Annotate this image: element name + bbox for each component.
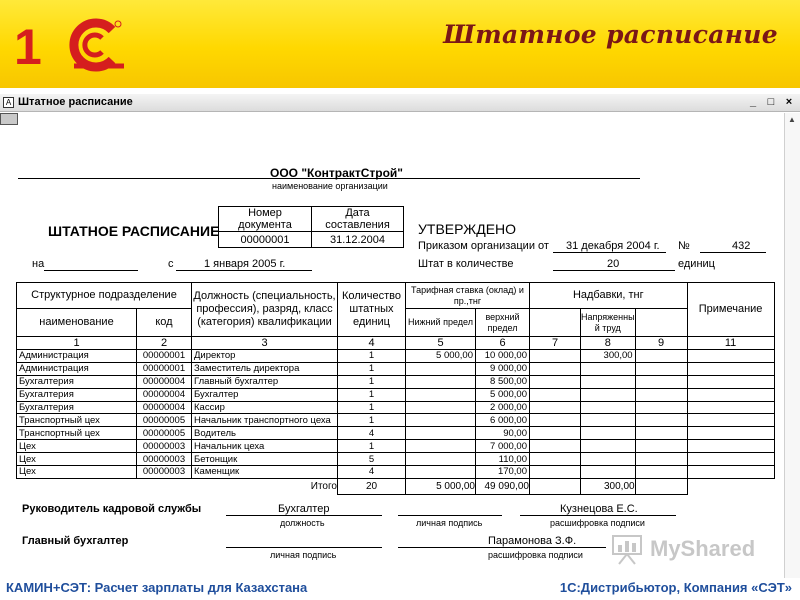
- row-upper: 2 000,00: [476, 401, 530, 414]
- position-header: Должность (специальность, профессия), разряд, класс (категория) квалификации: [192, 283, 338, 337]
- table-row: [17, 362, 775, 375]
- row-c9: [635, 350, 687, 363]
- watermark-text: MyShared: [650, 536, 756, 561]
- row-count: 1: [338, 401, 406, 414]
- cap-signature: личная подпись: [416, 518, 483, 528]
- code-header: код: [137, 309, 192, 337]
- order-prefix: Приказом организации от: [418, 240, 549, 252]
- row-code: 00000005: [137, 414, 192, 427]
- document-icon: A: [3, 97, 14, 108]
- row-c9: [635, 401, 687, 414]
- col-number: 5: [406, 337, 476, 350]
- row-count: 1: [338, 414, 406, 427]
- col-number: 9: [635, 337, 687, 350]
- row-c7: [530, 375, 581, 388]
- row-code: 00000003: [137, 453, 192, 466]
- rate-header: Тарифная ставка (оклад) и пр.,тнг: [406, 283, 530, 309]
- row-count: 4: [338, 427, 406, 440]
- hr-name-line: [520, 515, 676, 516]
- row-c9: [635, 453, 687, 466]
- hr-signature-line: [398, 515, 502, 516]
- staff-count: 20: [607, 258, 620, 270]
- cap-signature-2: личная подпись: [270, 550, 337, 560]
- chief-label: Главный бухгалтер: [22, 535, 129, 547]
- period-date: 1 января 2005 г.: [204, 258, 286, 270]
- row-code: 00000005: [137, 427, 192, 440]
- row-division: Транспортный цех: [17, 427, 137, 440]
- order-date: 31 декабря 2004 г.: [566, 240, 660, 252]
- order-date-line: [553, 252, 666, 253]
- row-upper: 9 000,00: [476, 362, 530, 375]
- row-lower: [406, 388, 476, 401]
- period-date-line: [176, 270, 312, 271]
- footer-left: КАМИН+СЭТ: Расчет зарплаты для Казахстана: [6, 580, 308, 595]
- row-position: Начальник транспортного цеха: [192, 414, 338, 427]
- table-row: [17, 453, 775, 466]
- table-row: [17, 414, 775, 427]
- allowances-header: Надбавки, тнг: [530, 283, 688, 309]
- order-number-line: [700, 252, 766, 253]
- org-name: ООО "КонтрактСтрой": [270, 166, 403, 180]
- row-c7: [530, 440, 581, 453]
- col-number: 11: [687, 337, 774, 350]
- row-c9: [635, 375, 687, 388]
- row-c7: [530, 466, 581, 479]
- row-c8: [581, 375, 636, 388]
- row-note: [687, 375, 774, 388]
- row-code: 00000003: [137, 440, 192, 453]
- table-row: [17, 427, 775, 440]
- row-division: Администрация: [17, 362, 137, 375]
- row-c7: [530, 401, 581, 414]
- row-c9: [635, 427, 687, 440]
- row-upper: 8 500,00: [476, 375, 530, 388]
- chief-name: Парамонова З.Ф.: [488, 535, 577, 547]
- row-lower: 5 000,00: [406, 350, 476, 363]
- total-label: Итого: [192, 478, 338, 494]
- row-division: Бухгалтерия: [17, 401, 137, 414]
- staff-prefix: Штат в количестве: [418, 258, 514, 270]
- doc-date: 31.12.2004: [312, 232, 404, 248]
- row-c7: [530, 453, 581, 466]
- row-count: 1: [338, 388, 406, 401]
- 1c-logo: [12, 14, 124, 74]
- row-lower: [406, 466, 476, 479]
- col-number: 3: [192, 337, 338, 350]
- row-count: 5: [338, 453, 406, 466]
- row-c7: [530, 362, 581, 375]
- hr-label: Руководитель кадровой службы: [22, 503, 202, 515]
- header-banner: [0, 0, 800, 88]
- row-division: Бухгалтерия: [17, 388, 137, 401]
- row-lower: [406, 414, 476, 427]
- total-c8: 300,00: [581, 478, 636, 494]
- row-c9: [635, 466, 687, 479]
- row-c8: [581, 414, 636, 427]
- total-row: [17, 478, 775, 494]
- row-note: [687, 362, 774, 375]
- row-division: Цех: [17, 440, 137, 453]
- row-lower: [406, 375, 476, 388]
- row-upper: 90,00: [476, 427, 530, 440]
- col-number: 8: [581, 337, 636, 350]
- row-position: Заместитель директора: [192, 362, 338, 375]
- col-number: 7: [530, 337, 581, 350]
- number-sign: №: [678, 240, 690, 252]
- row-code: 00000003: [137, 466, 192, 479]
- table-row: [17, 388, 775, 401]
- cap-position: должность: [280, 518, 325, 528]
- column-numbers-row: [17, 337, 775, 350]
- row-c8: [581, 388, 636, 401]
- staff-count-line: [553, 270, 675, 271]
- chief-signature-line: [226, 547, 382, 548]
- row-count: 1: [338, 375, 406, 388]
- row-position: Главный бухгалтер: [192, 375, 338, 388]
- row-c9: [635, 362, 687, 375]
- period-from: с: [168, 258, 174, 270]
- total-upper: 49 090,00: [476, 478, 530, 494]
- row-division: Транспортный цех: [17, 414, 137, 427]
- row-count: 1: [338, 440, 406, 453]
- footer-right: 1С:Дистрибьютор, Компания «СЭТ»: [559, 580, 792, 595]
- row-upper: 110,00: [476, 453, 530, 466]
- table-row: [17, 350, 775, 363]
- row-count: 1: [338, 362, 406, 375]
- watermark: [610, 532, 780, 572]
- staff-rows: [17, 350, 775, 479]
- upper-header: верхний предел: [476, 309, 530, 337]
- note-header: Примечание: [687, 283, 774, 337]
- row-c8: [581, 453, 636, 466]
- col-number: 1: [17, 337, 137, 350]
- row-c7: [530, 388, 581, 401]
- row-note: [687, 466, 774, 479]
- row-c8: 300,00: [581, 350, 636, 363]
- row-lower: [406, 453, 476, 466]
- row-c9: [635, 440, 687, 453]
- row-c7: [530, 414, 581, 427]
- col-number: 2: [137, 337, 192, 350]
- row-upper: 5 000,00: [476, 388, 530, 401]
- staff-schedule-document: [0, 94, 784, 578]
- row-code: 00000004: [137, 401, 192, 414]
- maximize-button[interactable]: □: [767, 96, 775, 108]
- table-row: [17, 401, 775, 414]
- row-note: [687, 440, 774, 453]
- row-c8: [581, 466, 636, 479]
- row-code: 00000004: [137, 375, 192, 388]
- row-note: [687, 427, 774, 440]
- row-c8: [581, 362, 636, 375]
- row-lower: [406, 427, 476, 440]
- scroll-up-icon[interactable]: ▲: [788, 115, 796, 124]
- row-position: Бухгалтер: [192, 388, 338, 401]
- hr-name: Кузнецова Е.С.: [560, 503, 638, 515]
- minimize-button[interactable]: _: [749, 96, 757, 108]
- row-note: [687, 414, 774, 427]
- row-c7: [530, 350, 581, 363]
- row-lower: [406, 401, 476, 414]
- intensity-header: Напряженны й труд: [581, 309, 636, 337]
- row-code: 00000001: [137, 362, 192, 375]
- close-button[interactable]: ×: [785, 96, 793, 108]
- approved-label: УТВЕРЖДЕНО: [418, 221, 517, 237]
- row-upper: 10 000,00: [476, 350, 530, 363]
- row-position: Кассир: [192, 401, 338, 414]
- total-lower: 5 000,00: [406, 478, 476, 494]
- chief-name-line: [398, 547, 606, 548]
- row-c8: [581, 427, 636, 440]
- hr-position: Бухгалтер: [278, 503, 330, 515]
- vertical-scrollbar[interactable]: [784, 113, 800, 578]
- row-note: [687, 401, 774, 414]
- doc-number-header: Номер документа: [219, 207, 312, 232]
- table-row: [17, 466, 775, 479]
- col-number: 6: [476, 337, 530, 350]
- row-code: 00000001: [137, 350, 192, 363]
- row-upper: 170,00: [476, 466, 530, 479]
- table-row: [17, 375, 775, 388]
- row-position: Директор: [192, 350, 338, 363]
- count-header: Количество штатных единиц: [338, 283, 406, 337]
- row-code: 00000004: [137, 388, 192, 401]
- row-c8: [581, 440, 636, 453]
- document-window: [0, 94, 800, 578]
- row-c7: [530, 427, 581, 440]
- staff-units: единиц: [678, 258, 715, 270]
- row-c9: [635, 414, 687, 427]
- hr-position-line: [226, 515, 382, 516]
- row-division: Цех: [17, 453, 137, 466]
- org-caption: наименование организации: [272, 181, 388, 191]
- allowance-empty-header: [635, 309, 687, 337]
- total-count: 20: [338, 478, 406, 494]
- allowance-empty-header: [530, 309, 581, 337]
- svg-text:1: 1: [14, 19, 42, 74]
- row-position: Каменщик: [192, 466, 338, 479]
- division-header: Структурное подразделение: [17, 283, 192, 309]
- doc-title: ШТАТНОЕ РАСПИСАНИЕ: [48, 223, 220, 239]
- row-c9: [635, 388, 687, 401]
- row-note: [687, 388, 774, 401]
- cap-decode-2: расшифровка подписи: [488, 550, 583, 560]
- row-position: Начальник цеха: [192, 440, 338, 453]
- col-number: 4: [338, 337, 406, 350]
- row-upper: 6 000,00: [476, 414, 530, 427]
- row-position: Водитель: [192, 427, 338, 440]
- row-division: Цех: [17, 466, 137, 479]
- cap-decode: расшифровка подписи: [550, 518, 645, 528]
- window-title: Штатное расписание: [18, 96, 133, 108]
- period-on: на: [32, 258, 45, 270]
- table-row: [17, 440, 775, 453]
- name-header: наименование: [17, 309, 137, 337]
- row-count: 1: [338, 350, 406, 363]
- lower-header: Нижний предел: [406, 309, 476, 337]
- doc-number: 00000001: [219, 232, 312, 248]
- row-upper: 7 000,00: [476, 440, 530, 453]
- row-note: [687, 350, 774, 363]
- row-c8: [581, 401, 636, 414]
- order-number: 432: [732, 240, 751, 252]
- row-position: Бетонщик: [192, 453, 338, 466]
- row-note: [687, 453, 774, 466]
- row-lower: [406, 440, 476, 453]
- footer: [0, 578, 800, 600]
- row-lower: [406, 362, 476, 375]
- banner-title: Штатное расписание: [443, 20, 778, 49]
- doc-info-table: [218, 206, 404, 248]
- row-count: 4: [338, 466, 406, 479]
- staff-table: [16, 282, 775, 495]
- row-division: Администрация: [17, 350, 137, 363]
- row-division: Бухгалтерия: [17, 375, 137, 388]
- presentation-icon: [610, 532, 644, 566]
- doc-date-header: Дата составления: [312, 207, 404, 232]
- period-on-line: [44, 270, 138, 271]
